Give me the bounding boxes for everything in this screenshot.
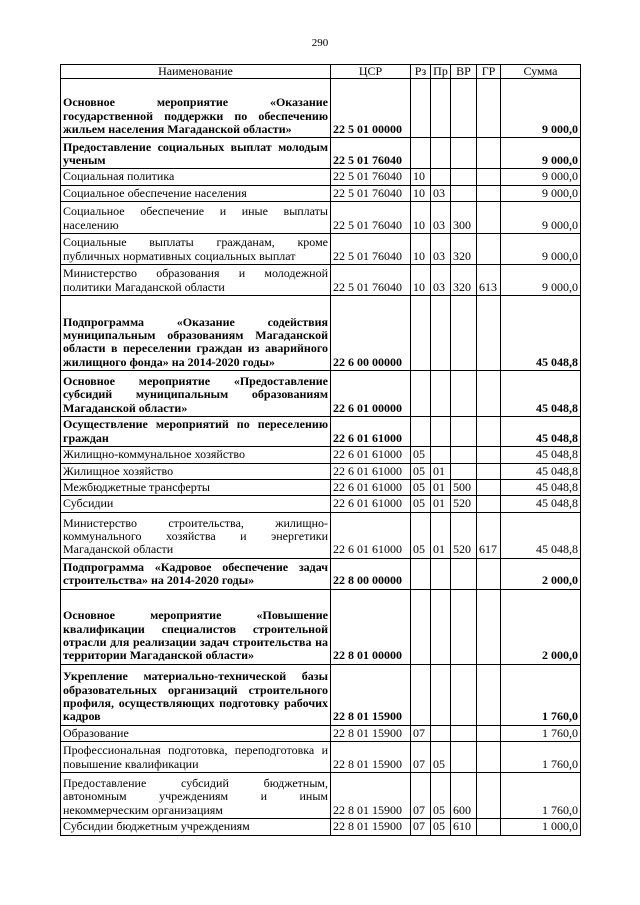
cell-rz [411, 558, 431, 589]
page-number: 290 [311, 37, 329, 49]
cell-pr: 05 [431, 773, 451, 819]
cell-gr [477, 202, 501, 234]
cell-sum: 45 048,8 [501, 480, 581, 496]
cell-gr: 617 [477, 512, 501, 558]
cell-rz [411, 589, 431, 664]
cell-name: Подпрограмма «Кадровое обеспечение задач строительства» на 2014-2020 годы» [61, 558, 331, 589]
cell-gr [477, 496, 501, 512]
table-row [61, 725, 581, 741]
cell-gr [477, 463, 501, 479]
header-rz: Рз [411, 65, 431, 79]
cell-csr: 22 8 01 15900 [331, 664, 411, 725]
cell-name: Основное мероприятие «Оказание государственной поддержки по обеспечению жильем населения Магаданской области» [61, 79, 331, 138]
cell-gr [477, 480, 501, 496]
cell-rz [411, 371, 431, 417]
cell-vr [451, 589, 477, 664]
cell-pr [431, 79, 451, 138]
cell-name: Социальное обеспечение и иные выплаты населению [61, 202, 331, 234]
cell-name: Министерство образования и молодежной политики Магаданской области [61, 265, 331, 296]
cell-gr [477, 138, 501, 169]
cell-name: Профессиональная подготовка, переподготовка и повышение квалификации [61, 742, 331, 773]
cell-pr: 03 [431, 185, 451, 201]
table-row [61, 296, 581, 371]
cell-vr [451, 742, 477, 773]
header-pr: Пр [431, 65, 451, 79]
cell-csr: 22 8 00 00000 [331, 558, 411, 589]
table-row [61, 202, 581, 234]
cell-sum: 9 000,0 [501, 234, 581, 265]
cell-rz: 05 [411, 496, 431, 512]
cell-rz: 10 [411, 202, 431, 234]
cell-name: Предоставление социальных выплат молодым ученым [61, 138, 331, 169]
table-row [61, 819, 581, 835]
cell-csr: 22 8 01 15900 [331, 819, 411, 835]
table-row [61, 773, 581, 819]
table-row [61, 138, 581, 169]
cell-csr: 22 8 01 00000 [331, 589, 411, 664]
cell-sum: 9 000,0 [501, 138, 581, 169]
cell-pr: 03 [431, 234, 451, 265]
cell-gr [477, 296, 501, 371]
cell-csr: 22 6 01 61000 [331, 496, 411, 512]
cell-name: Образование [61, 725, 331, 741]
table-row [61, 480, 581, 496]
header-sum: Сумма [501, 65, 581, 79]
cell-name: Укрепление материально-технической базы образовательных организаций строительного профиля, осуществляющих подготовку рабочих кадров [61, 664, 331, 725]
cell-rz: 07 [411, 773, 431, 819]
cell-rz: 05 [411, 447, 431, 463]
cell-rz [411, 79, 431, 138]
cell-sum: 9 000,0 [501, 79, 581, 138]
cell-csr: 22 5 01 76040 [331, 185, 411, 201]
cell-rz [411, 296, 431, 371]
cell-rz [411, 664, 431, 725]
header-vr: ВР [451, 65, 477, 79]
cell-name: Субсидии [61, 496, 331, 512]
cell-csr: 22 5 01 76040 [331, 202, 411, 234]
cell-pr [431, 417, 451, 447]
cell-name: Социальное обеспечение населения [61, 185, 331, 201]
cell-csr: 22 5 01 00000 [331, 79, 411, 138]
table-row [61, 742, 581, 773]
cell-sum: 45 048,8 [501, 296, 581, 371]
cell-vr [451, 664, 477, 725]
cell-sum: 45 048,8 [501, 496, 581, 512]
cell-vr: 520 [451, 512, 477, 558]
cell-sum: 9 000,0 [501, 169, 581, 185]
cell-name: Осуществление мероприятий по переселению граждан [61, 417, 331, 447]
cell-pr [431, 138, 451, 169]
cell-vr: 610 [451, 819, 477, 835]
cell-csr: 22 6 01 61000 [331, 463, 411, 479]
cell-name: Социальная политика [61, 169, 331, 185]
cell-pr [431, 371, 451, 417]
cell-gr [477, 234, 501, 265]
cell-gr [477, 185, 501, 201]
cell-csr: 22 8 01 15900 [331, 773, 411, 819]
table-row [61, 447, 581, 463]
cell-pr [431, 447, 451, 463]
cell-sum: 45 048,8 [501, 417, 581, 447]
header-csr: ЦСР [331, 65, 411, 79]
cell-name: Предоставление субсидий бюджетным, автономным учреждениям и иным некоммерческим организациям [61, 773, 331, 819]
cell-csr: 22 5 01 76040 [331, 234, 411, 265]
table-row [61, 79, 581, 138]
cell-rz: 05 [411, 463, 431, 479]
cell-gr [477, 447, 501, 463]
cell-sum: 9 000,0 [501, 202, 581, 234]
cell-name: Жилищное хозяйство [61, 463, 331, 479]
cell-sum: 45 048,8 [501, 463, 581, 479]
cell-csr: 22 5 01 76040 [331, 265, 411, 296]
cell-gr [477, 819, 501, 835]
cell-pr: 03 [431, 265, 451, 296]
cell-rz [411, 417, 431, 447]
table-row [61, 185, 581, 201]
cell-gr [477, 742, 501, 773]
cell-gr: 613 [477, 265, 501, 296]
cell-csr: 22 5 01 76040 [331, 138, 411, 169]
cell-vr [451, 417, 477, 447]
table-row [61, 558, 581, 589]
cell-csr: 22 5 01 76040 [331, 169, 411, 185]
cell-csr: 22 6 01 61000 [331, 447, 411, 463]
cell-vr [451, 371, 477, 417]
cell-gr [477, 664, 501, 725]
cell-vr [451, 725, 477, 741]
cell-sum: 1 760,0 [501, 742, 581, 773]
cell-sum: 1 760,0 [501, 725, 581, 741]
cell-vr [451, 138, 477, 169]
cell-vr: 520 [451, 496, 477, 512]
cell-sum: 1 000,0 [501, 819, 581, 835]
cell-pr: 01 [431, 512, 451, 558]
cell-pr: 03 [431, 202, 451, 234]
cell-vr [451, 296, 477, 371]
cell-pr: 05 [431, 819, 451, 835]
cell-csr: 22 6 01 61000 [331, 417, 411, 447]
cell-pr [431, 169, 451, 185]
cell-rz: 10 [411, 265, 431, 296]
cell-vr [451, 558, 477, 589]
cell-gr [477, 558, 501, 589]
table-row [61, 265, 581, 296]
cell-pr [431, 296, 451, 371]
cell-rz [411, 138, 431, 169]
cell-name: Основное мероприятие «Повышение квалификации специалистов строительной отрасли для реализации задач строительства на территории Магаданской области» [61, 589, 331, 664]
cell-csr: 22 6 01 00000 [331, 371, 411, 417]
cell-sum: 1 760,0 [501, 664, 581, 725]
cell-csr: 22 6 01 61000 [331, 480, 411, 496]
header-name: Наименование [61, 65, 331, 79]
table-row [61, 496, 581, 512]
cell-rz: 10 [411, 169, 431, 185]
table-row [61, 371, 581, 417]
cell-gr [477, 417, 501, 447]
cell-vr [451, 79, 477, 138]
cell-vr [451, 447, 477, 463]
cell-name: Субсидии бюджетным учреждениям [61, 819, 331, 835]
budget-table [60, 64, 581, 836]
cell-rz: 05 [411, 512, 431, 558]
cell-pr: 01 [431, 496, 451, 512]
table-row [61, 463, 581, 479]
cell-rz: 10 [411, 185, 431, 201]
table-row [61, 234, 581, 265]
cell-vr: 320 [451, 265, 477, 296]
cell-gr [477, 169, 501, 185]
cell-gr [477, 773, 501, 819]
cell-vr [451, 169, 477, 185]
cell-vr [451, 463, 477, 479]
cell-vr: 500 [451, 480, 477, 496]
cell-sum: 45 048,8 [501, 447, 581, 463]
cell-name: Подпрограмма «Оказание содействия муниципальным образованиям Магаданской области в переселении граждан из аварийного жилищного фонда» на 2014-2020 годы» [61, 296, 331, 371]
cell-pr [431, 725, 451, 741]
header-row [61, 65, 581, 79]
cell-vr: 300 [451, 202, 477, 234]
cell-csr: 22 6 00 00000 [331, 296, 411, 371]
cell-csr: 22 8 01 15900 [331, 725, 411, 741]
cell-sum: 1 760,0 [501, 773, 581, 819]
cell-rz: 07 [411, 725, 431, 741]
cell-sum: 45 048,8 [501, 512, 581, 558]
cell-gr [477, 79, 501, 138]
table-row [61, 417, 581, 447]
table-row [61, 512, 581, 558]
cell-rz: 10 [411, 234, 431, 265]
cell-name: Министерство строительства, жилищно-коммунального хозяйства и энергетики Магаданской области [61, 512, 331, 558]
cell-name: Основное мероприятие «Предоставление субсидий муниципальным образованиям Магаданской области» [61, 371, 331, 417]
cell-name: Социальные выплаты гражданам, кроме публичных нормативных социальных выплат [61, 234, 331, 265]
cell-pr [431, 589, 451, 664]
cell-rz: 07 [411, 819, 431, 835]
cell-vr: 600 [451, 773, 477, 819]
cell-gr [477, 371, 501, 417]
cell-csr: 22 8 01 15900 [331, 742, 411, 773]
header-gr: ГР [477, 65, 501, 79]
cell-pr: 05 [431, 742, 451, 773]
cell-pr: 01 [431, 463, 451, 479]
table-row [61, 589, 581, 664]
cell-gr [477, 725, 501, 741]
cell-sum: 45 048,8 [501, 371, 581, 417]
cell-sum: 9 000,0 [501, 265, 581, 296]
cell-csr: 22 6 01 61000 [331, 512, 411, 558]
cell-gr [477, 589, 501, 664]
cell-sum: 9 000,0 [501, 185, 581, 201]
cell-pr [431, 664, 451, 725]
cell-name: Межбюджетные трансферты [61, 480, 331, 496]
cell-sum: 2 000,0 [501, 589, 581, 664]
cell-sum: 2 000,0 [501, 558, 581, 589]
cell-vr: 320 [451, 234, 477, 265]
cell-vr [451, 185, 477, 201]
cell-name: Жилищно-коммунальное хозяйство [61, 447, 331, 463]
cell-rz: 07 [411, 742, 431, 773]
cell-pr: 01 [431, 480, 451, 496]
cell-pr [431, 558, 451, 589]
cell-rz: 05 [411, 480, 431, 496]
table-row [61, 664, 581, 725]
table-row [61, 169, 581, 185]
